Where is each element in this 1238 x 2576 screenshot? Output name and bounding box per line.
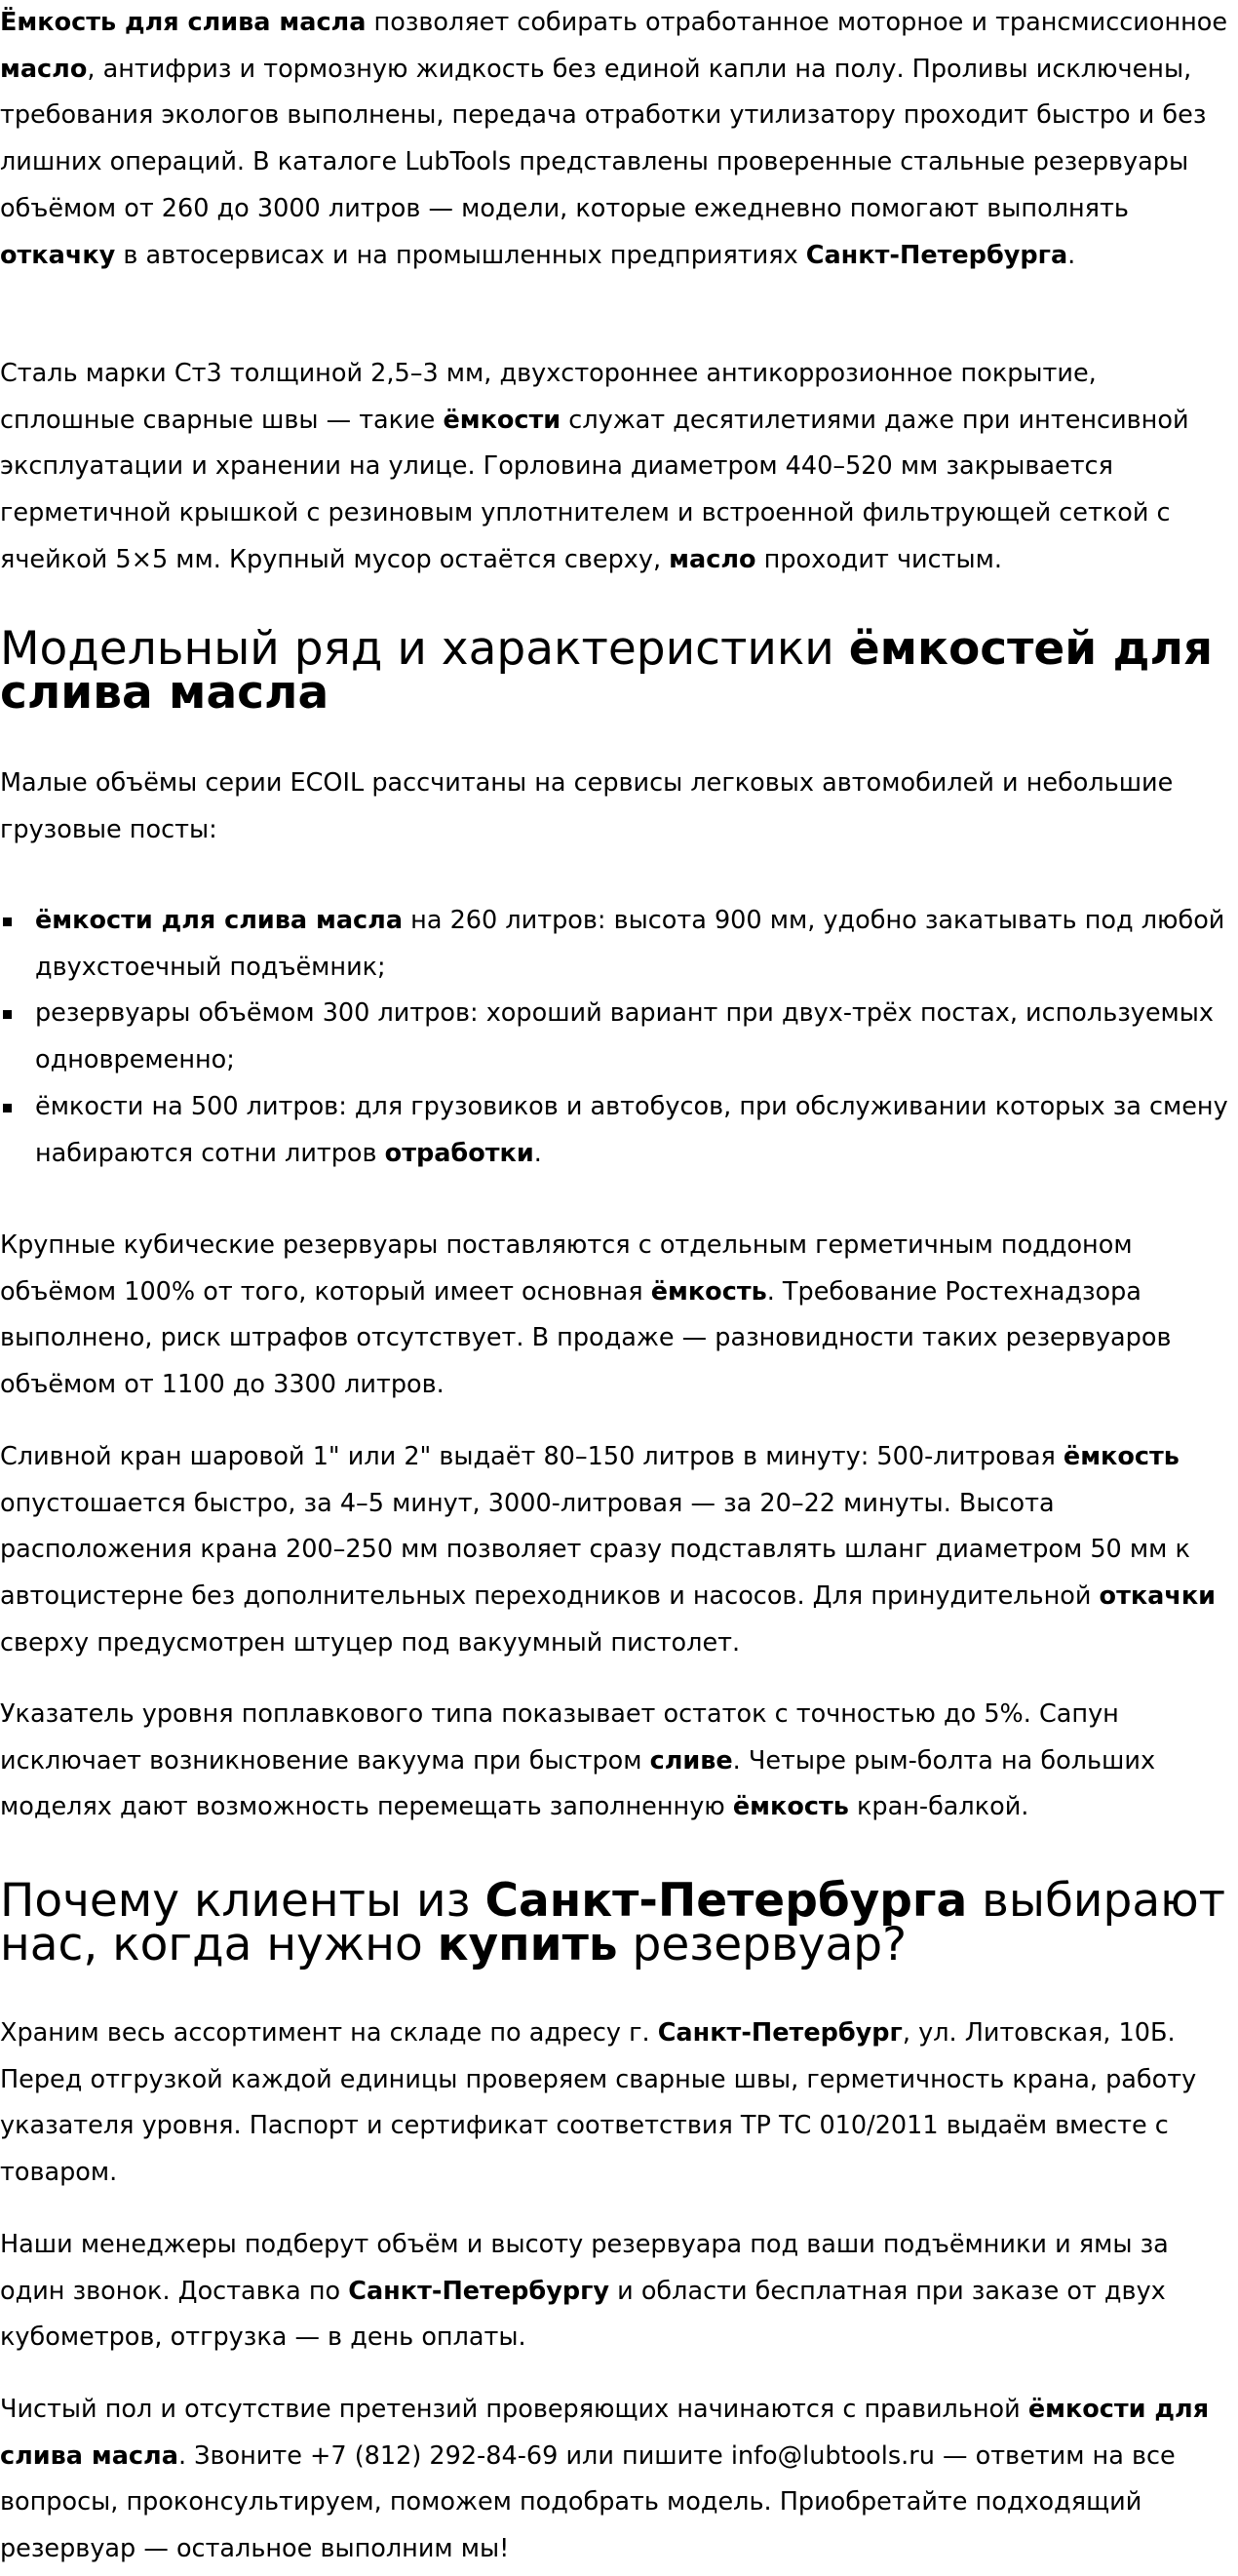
paragraph-text: проходит чистым. — [755, 544, 1002, 574]
paragraph-text: , антифриз и тормозную жидкость без единой капли на полу. Проливы исключены, требования экологов выполнены, передача отработки утилизатору проходит быстро и без лишних операций. В каталоге LubTools представлены проверенные стальные резервуары объёмом от 260 до 3000 литров — модели, которые ежедневно помогают выполнять — [0, 54, 1207, 223]
keyword-strong: Ёмкость для слива масла — [0, 8, 367, 37]
keyword-strong: ёмкости — [443, 405, 561, 435]
paragraph-text: кран-балкой. — [848, 1792, 1029, 1822]
paragraph-text: Крупные кубические резервуары поставляются с отдельным герметичным поддоном объёмом 100% от того, который имеет основная — [0, 1230, 1133, 1307]
heading-text: Модельный ряд и характеристики — [0, 622, 849, 676]
paragraph-text: Сливной кран шаровой 1" или 2" выдаёт 80–150 литров в минуту: 500-литровая — [0, 1442, 1064, 1471]
heading-strong: ёмкостей для слива масла — [0, 622, 1214, 720]
paragraph-text: опустошается быстро, за 4–5 минут, 3000-литровая — за 20–22 минуты. Высота расположения крана 200–250 мм позволяет сразу подставлять шланг диаметром 50 мм к автоцистерне без дополнительных переходников и насосов. Для принудительной — [0, 1488, 1190, 1612]
section-heading-models — [0, 622, 1236, 720]
list-item-text: ёмкости на 500 литров: для грузовиков и автобусов, при обслуживании которых за смену набираются сотни литров — [35, 1091, 1228, 1168]
heading-strong: купить — [437, 1918, 618, 1971]
heading-strong: Санкт-Петербурга — [484, 1874, 968, 1928]
section2-paragraph-1 — [0, 2010, 1236, 2197]
intro-paragraph-1 — [0, 0, 1236, 279]
keyword-strong: ёмкость — [650, 1276, 767, 1307]
paragraph-text: позволяет собирать отработанное моторное и трансмиссионное — [366, 8, 1228, 37]
list-item-text: на 260 литров: высота 900 мм, удобно закатывать под любой двухстоечный подъёмник; — [35, 906, 1225, 982]
paragraph-text: Наши менеджеры подберут объём и высоту резервуара под ваши подъёмники и ямы за один звонок. Доставка по — [0, 2230, 1169, 2306]
model-list — [0, 898, 1238, 1177]
paragraph-text: Указатель уровня поплавкового типа показывает остаток с точностью до 5%. Сапун исключает возникновение вакуума при быстром — [0, 1699, 1119, 1776]
paragraph-text: Чистый пол и отсутствие претензий проверяющих начинаются с правильной — [0, 2395, 1028, 2424]
keyword-strong: масло — [0, 54, 88, 84]
paragraph-text: в автосервисах и на промышленных предприятиях — [115, 240, 806, 270]
paragraph-text: и области бесплатная при заказе от двух кубометров, отгрузка — в день оплаты. — [0, 2276, 1166, 2353]
paragraph-text: . Требование Ростехнадзора выполнено, риск штрафов отсутствует. В продаже — разновидности таких резервуаров объёмом от 1100 до 3300 литров. — [0, 1276, 1172, 1400]
paragraph-text: сверху предусмотрен штуцер под вакуумный пистолет. — [0, 1627, 741, 1658]
keyword-strong: откачку — [0, 240, 116, 270]
keyword-strong: сливе — [649, 1745, 733, 1776]
heading-text: Почему клиенты из — [0, 1874, 485, 1928]
keyword-strong: масло — [669, 544, 756, 574]
section2-paragraph-2 — [0, 2222, 1236, 2361]
keyword-strong: ёмкости для слива масла — [0, 2395, 1210, 2471]
section2-paragraph-3 — [0, 2387, 1236, 2573]
list-item — [0, 898, 1238, 991]
heading-text: резервуар? — [617, 1918, 908, 1971]
section1-paragraph-1: Малые объёмы серии ECOIL рассчитаны на сервисы легковых автомобилей и небольшие грузовые посты: — [0, 768, 1174, 844]
keyword-strong: Санкт-Петербургу — [348, 2276, 610, 2306]
section1-paragraph-2 — [0, 1223, 1236, 1409]
intro-paragraph-2 — [0, 351, 1236, 584]
list-item-text: . — [533, 1138, 542, 1168]
list-item — [0, 1084, 1238, 1177]
list-item — [0, 991, 1238, 1083]
paragraph-text: Храним весь ассортимент на складе по адресу г. — [0, 2018, 658, 2048]
list-item-text: резервуары объёмом 300 литров: хороший вариант при двух-трёх постах, используемых одновременно; — [35, 998, 1215, 1075]
paragraph-text: служат десятилетиями даже при интенсивной эксплуатации и хранении на улице. Горловина диаметром 440–520 мм закрывается герметичной крышкой с резиновым уплотнителем и встроенной фильтрующей сеткой с ячейкой 5×5 мм. Крупный мусор остаётся сверху, — [0, 405, 1189, 574]
paragraph-text: Сталь марки Ст3 толщиной 2,5–3 мм, двухстороннее антикоррозионное покрытие, сплошные сварные швы — такие — [0, 359, 1097, 435]
section-heading-why-us — [0, 1874, 1236, 1971]
keyword-strong: Санкт-Петербург — [657, 2018, 903, 2048]
heading-text: выбирают нас, когда нужно — [0, 1874, 1226, 1971]
keyword-strong: откачки — [1099, 1581, 1217, 1612]
section1-paragraph-3 — [0, 1434, 1236, 1667]
paragraph-text: , ул. Литовская, 10Б. Перед отгрузкой каждой единицы проверяем сварные швы, герметичность крана, работу указателя уровня. Паспорт и сертификат соответствия ТР ТС 010/2011 выдаём вместе с товаром. — [0, 2018, 1197, 2188]
paragraph-text: . Четыре рым-болта на больших моделях дают возможность перемещать заполненную — [0, 1745, 1156, 1822]
paragraph-text: . — [1067, 240, 1076, 270]
paragraph-text: . Звоните +7 (812) 292-84-69 или пишите info@lubtools.ru — ответим на все вопросы, проконсультируем, поможем подобрать модель. Приобретайте подходящий резервуар — остальное выполним мы! — [0, 2440, 1176, 2564]
keyword-strong: Санкт-Петербурга — [805, 240, 1068, 270]
keyword-strong: ёмкости для слива масла — [35, 906, 404, 935]
keyword-strong: ёмкость — [732, 1792, 849, 1822]
keyword-strong: ёмкость — [1063, 1442, 1180, 1471]
keyword-strong: отработки — [384, 1138, 534, 1168]
section1-paragraph-4 — [0, 1692, 1236, 1831]
